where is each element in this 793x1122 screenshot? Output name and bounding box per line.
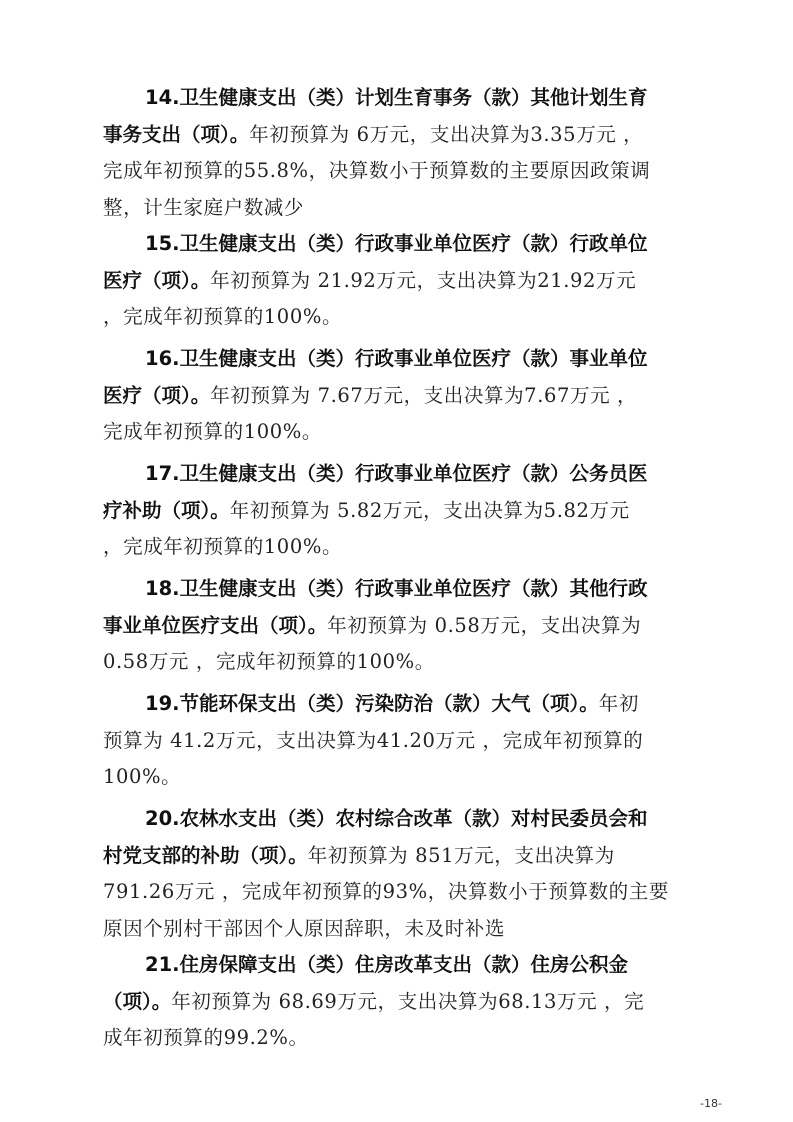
item-heading-text: 19.节能环保支出（类）污染防治（款）大气（项）。 [145,692,599,715]
text-line [103,119,643,151]
text-line [103,761,181,793]
text-line [103,495,630,527]
item-body-text: 年初预算为 0.58万元，支出决算为 [327,614,642,637]
item-body-text: 成年初预算的99.2%。 [103,1026,309,1049]
text-line [145,688,639,720]
item-heading-text: 事业单位医疗支出（项）。 [103,614,328,637]
item-body-text: ，完成年初预算的100%。 [103,305,343,328]
item-body-text: 年初预算为 68.69万元，支出决算为68.13万元 ，完 [171,990,645,1013]
text-line [103,301,342,333]
item-heading-text: 医疗（项）。 [103,269,211,292]
item-heading-text: 16.卫生健康支出（类）行政事业单位医疗（款）事业单位 [145,347,648,370]
item-heading-text: 村党支部的补助（项）。 [103,844,308,867]
text-line [103,986,644,1018]
text-line [145,573,648,605]
item-body-text: 年初预算为 21.92万元，支出决算为21.92万元 [210,269,637,292]
page-number: -18- [700,1097,722,1110]
item-body-text: 0.58万元 ，完成年初预算的100%。 [103,650,435,673]
item-body-text: 年初预算为 5.82万元，支出决算为5.82万元 [229,499,630,522]
text-line [103,725,643,757]
item-body-text: 年初预算为 851万元，支出决算为 [307,844,615,867]
item-heading-text: 17.卫生健康支出（类）行政事业单位医疗（款）公务员医 [145,462,648,485]
item-heading-text: 疗补助（项）。 [103,499,230,522]
text-line [145,82,648,114]
text-line [103,840,615,872]
item-heading-text: 14.卫生健康支出（类）计划生育事务（款）其他计划生育 [145,86,648,109]
text-line [103,646,435,678]
text-line [145,228,648,260]
text-line [103,155,650,187]
item-body-text: ，完成年初预算的100%。 [103,535,343,558]
item-heading-text: 18.卫生健康支出（类）行政事业单位医疗（款）其他行政 [145,577,648,600]
item-body-text: 年初预算为 6万元，支出决算为3.35万元 ， [249,123,644,146]
item-body-text: 原因个别村干部因个人原因辞职，未及时补选 [103,917,506,940]
item-heading-text: 事务支出（项）。 [103,123,250,146]
text-line [145,343,648,375]
text-line [103,380,637,412]
item-heading-text: 15.卫生健康支出（类）行政事业单位医疗（款）行政单位 [145,232,648,255]
item-body-text: 791.26万元 ，完成年初预算的93%，决算数小于预算数的主要 [103,880,669,903]
text-line [145,803,648,835]
text-line [145,949,628,981]
item-heading-text: （项）。 [103,990,172,1013]
item-body-text: 完成年初预算的100%。 [103,420,322,443]
text-line [103,876,669,908]
item-body-text: 完成年初预算的55.8%，决算数小于预算数的主要原因政策调 [103,159,651,182]
text-line [103,913,505,945]
text-line [103,416,322,448]
item-heading-text: 20.农林水支出（类）农村综合改革（款）对村民委员会和 [145,807,648,830]
text-line [103,531,342,563]
item-heading-text: 21.住房保障支出（类）住房改革支出（款）住房公积金 [145,953,629,976]
text-line [103,192,304,224]
item-body-text: 整，计生家庭户数减少 [103,196,305,219]
item-body-text: 年初 [598,692,639,715]
text-line [145,458,648,490]
item-body-text: 年初预算为 7.67万元，支出决算为7.67万元 ， [210,384,638,407]
text-line [103,610,641,642]
item-body-text: 100%。 [103,765,182,788]
item-heading-text: 医疗（项）。 [103,384,211,407]
text-line [103,1022,309,1054]
item-body-text: 预算为 41.2万元，支出决算为41.20万元 ，完成年初预算的 [103,729,644,752]
text-line [103,265,636,297]
